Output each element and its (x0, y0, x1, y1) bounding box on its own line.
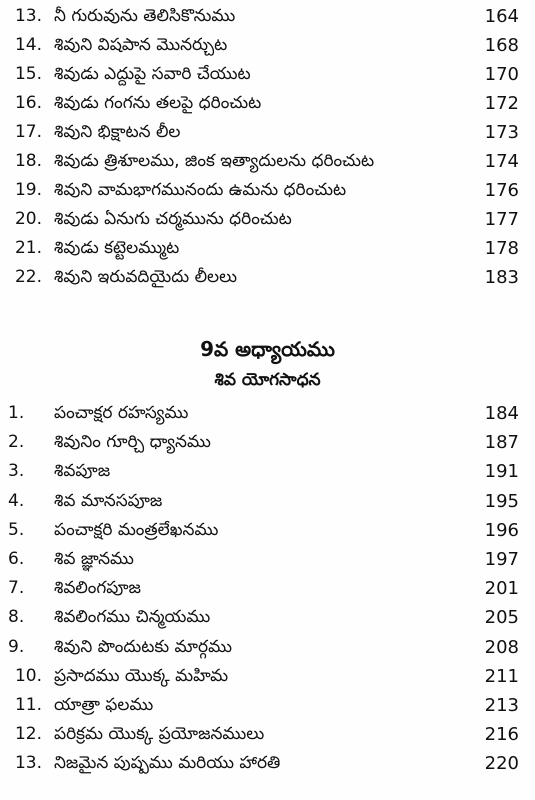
entry-number: 20. (14, 209, 42, 229)
toc-entry (8, 428, 519, 457)
entry-page-number: 213 (484, 694, 519, 716)
entry-number: 11. (14, 694, 42, 715)
toc-entry (8, 263, 519, 292)
entry-title: శివుడు కట్టెలమ్ముట (54, 238, 180, 258)
toc-entry (8, 60, 519, 89)
entry-title: పంచాక్షర రహస్యము (54, 403, 189, 423)
entry-number: 12. (14, 724, 42, 745)
entry-title: శివలింగము చిన్మయము (54, 607, 211, 628)
entry-page-number: 196 (484, 519, 519, 541)
entry-page-number: 211 (484, 665, 519, 687)
entry-page-number: 195 (484, 490, 519, 512)
toc-entry (8, 691, 519, 720)
entry-page-number: 220 (484, 753, 519, 775)
entry-page-number: 176 (484, 180, 519, 201)
entry-page-number: 184 (484, 403, 519, 424)
entry-title: శివుడు గంగను తలపై ధరించుట (54, 93, 262, 113)
toc-entry (8, 176, 519, 205)
entry-title: నీ గురువును తెలిసికొనుము (54, 6, 236, 26)
toc-entry (8, 457, 519, 486)
entry-title: శివుని భిక్షాటన లీల (54, 122, 181, 142)
toc-entry (8, 516, 519, 545)
entry-number: 3. (8, 461, 25, 482)
chapter-heading: 9వ అధ్యాయము (200, 337, 335, 361)
entry-title: శివుడు త్రిశూలము, జింక ఇత్యాదులను ధరించుట (54, 151, 375, 171)
toc-entry (8, 574, 519, 603)
entry-number: 19. (14, 180, 42, 200)
entry-title: శివపూజ (54, 461, 111, 482)
entry-page-number: 216 (484, 724, 519, 746)
entry-number: 1. (8, 403, 25, 423)
toc-entry (8, 147, 519, 176)
entry-number: 17. (14, 122, 42, 142)
toc-entry (8, 31, 519, 60)
entry-number: 7. (8, 578, 25, 599)
entry-number: 6. (8, 548, 25, 569)
entry-page-number: 201 (484, 578, 519, 600)
entry-page-number: 187 (484, 432, 519, 454)
entry-number: 2. (8, 432, 25, 453)
entry-page-number: 183 (484, 267, 519, 288)
toc-entry (8, 749, 519, 778)
entry-page-number: 208 (484, 636, 519, 658)
entry-page-number: 205 (484, 607, 519, 629)
entry-page-number: 172 (484, 93, 519, 114)
entry-title: శివ జ్ఞానము (54, 548, 134, 569)
entry-number: 8. (8, 607, 25, 628)
entry-number: 13. (14, 753, 42, 774)
entry-title: శివునిం గూర్చి ధ్యానము (54, 432, 211, 453)
entry-number: 10. (14, 665, 42, 686)
entry-title: శివలింగపూజ (54, 578, 141, 599)
entry-number: 13. (14, 6, 42, 26)
entry-title: శివ మానసపూజ (54, 490, 163, 511)
entry-page-number: 191 (484, 461, 519, 483)
entry-number: 16. (14, 93, 42, 113)
toc-entry (8, 633, 519, 662)
toc-entry (8, 89, 519, 118)
entry-page-number: 170 (484, 64, 519, 85)
entry-title: శివుడు ఏనుగు చర్మమును ధరించుట (54, 209, 292, 229)
toc-entry (8, 118, 519, 147)
entry-page-number: 178 (484, 238, 519, 259)
entry-title: శివుని ఇరువదియైదు లీలలు (54, 267, 238, 287)
entry-page-number: 164 (484, 6, 519, 27)
toc-entry (8, 399, 519, 428)
entry-title: పరిక్రమ యొక్క ప్రయోజనములు (54, 724, 265, 745)
entry-title: యాత్రా ఫలము (54, 694, 154, 715)
entry-number: 18. (14, 151, 42, 171)
toc-entry (8, 662, 519, 691)
entry-number: 4. (8, 490, 25, 511)
entry-page-number: 177 (484, 209, 519, 230)
entry-page-number: 197 (484, 548, 519, 570)
chapter-subheading: శివ యోగసాధన (214, 370, 321, 390)
toc-entry (8, 603, 519, 632)
entry-number: 22. (14, 267, 42, 287)
entry-title: నిజమైన పుష్పము మరియు హారతి (54, 753, 281, 774)
toc-entry (8, 487, 519, 516)
entry-title: శివుడు ఎద్దుపై సవారి చేయుట (54, 64, 251, 84)
entry-number: 5. (8, 519, 25, 540)
entry-title: పంచాక్షరి మంత్రలేఖనము (54, 519, 219, 540)
toc-entry (8, 720, 519, 749)
entry-page-number: 168 (484, 35, 519, 56)
toc-entry (8, 205, 519, 234)
toc-entry (8, 545, 519, 574)
toc-list-section-two (8, 399, 519, 778)
entry-title: శివుని విషపాన మొనర్చుట (54, 35, 228, 55)
entry-title: శివుని వామభాగమునందు ఉమను ధరించుట (54, 180, 347, 200)
entry-page-number: 173 (484, 122, 519, 143)
toc-entry (8, 234, 519, 263)
entry-page-number: 174 (484, 151, 519, 172)
entry-title: శివుని పొందుటకు మార్గము (54, 636, 232, 657)
toc-list-section-one (8, 2, 519, 292)
toc-entry (8, 2, 519, 31)
entry-number: 14. (14, 35, 42, 55)
entry-number: 9. (8, 636, 25, 657)
entry-number: 15. (14, 64, 42, 84)
entry-number: 21. (14, 238, 42, 258)
entry-title: ప్రసాదము యొక్క మహిమ (54, 665, 229, 686)
